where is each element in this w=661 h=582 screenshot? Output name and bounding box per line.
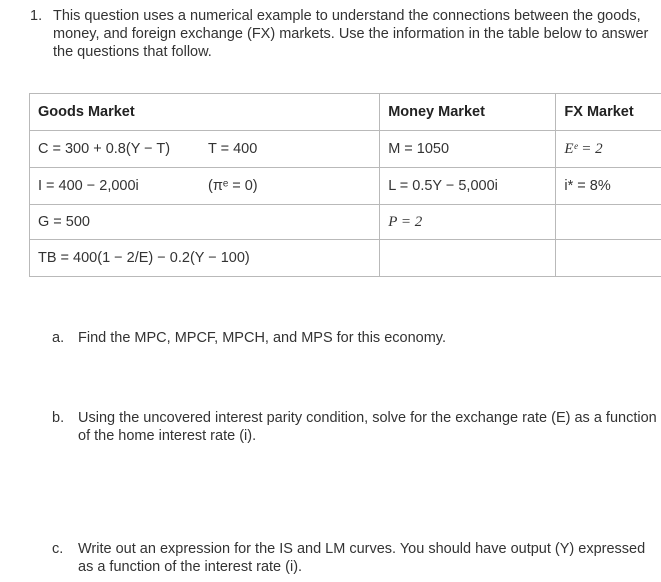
part-b-label: b. xyxy=(52,410,65,426)
question-text: This question uses a numerical example to understand the connections between the goods, money, and foreign exchange (FX) markets. Use the information in the table below to answer the questions that follow. xyxy=(53,8,649,60)
empty-cell xyxy=(556,240,661,277)
investment-equation: I = 400 − 2,000i xyxy=(38,178,139,194)
expected-exchange-rate-cell xyxy=(556,131,661,168)
header-money-market: Money Market xyxy=(380,94,556,131)
foreign-interest-rate-cell: i* = 8% xyxy=(556,168,661,205)
government-spending-cell: G = 500 xyxy=(30,205,380,240)
table-row xyxy=(30,168,661,205)
header-goods-market: Goods Market xyxy=(30,94,380,131)
table-row xyxy=(30,205,661,240)
goods-cell xyxy=(30,168,380,205)
empty-cell xyxy=(380,240,556,277)
part-a-text: Find the MPC, MPCF, MPCH, and MPS for this economy. xyxy=(78,330,446,346)
table-row xyxy=(30,240,661,277)
part-c-text: Write out an expression for the IS and LM curves. You should have output (Y) expressed as a function of the interest rate (i). xyxy=(78,541,646,575)
goods-cell xyxy=(30,131,380,168)
money-demand-cell: L = 0.5Y − 5,000i xyxy=(380,168,556,205)
price-level-cell xyxy=(380,205,556,240)
empty-cell xyxy=(556,205,661,240)
part-b-text: Using the uncovered interest parity condition, solve for the exchange rate (E) as a function of the home interest rate (i). xyxy=(78,410,657,444)
question-number: 1. xyxy=(30,8,43,24)
part-a-label: a. xyxy=(52,330,65,346)
expected-inflation: (πᵉ = 0) xyxy=(208,178,258,194)
expected-exchange-rate: Eᵉ = 2 xyxy=(564,141,603,157)
price-level: P = 2 xyxy=(388,214,423,230)
tax-equation: T = 400 xyxy=(208,141,258,157)
table-row xyxy=(30,131,661,168)
table-header-row xyxy=(30,94,661,131)
money-supply-cell: M = 1050 xyxy=(380,131,556,168)
part-c-label: c. xyxy=(52,541,64,557)
markets-table xyxy=(29,93,661,277)
header-fx-market: FX Market xyxy=(556,94,661,131)
consumption-equation: C = 300 + 0.8(Y − T) xyxy=(38,141,171,157)
trade-balance-cell: TB = 400(1 − 2/E) − 0.2(Y − 100) xyxy=(30,240,380,277)
